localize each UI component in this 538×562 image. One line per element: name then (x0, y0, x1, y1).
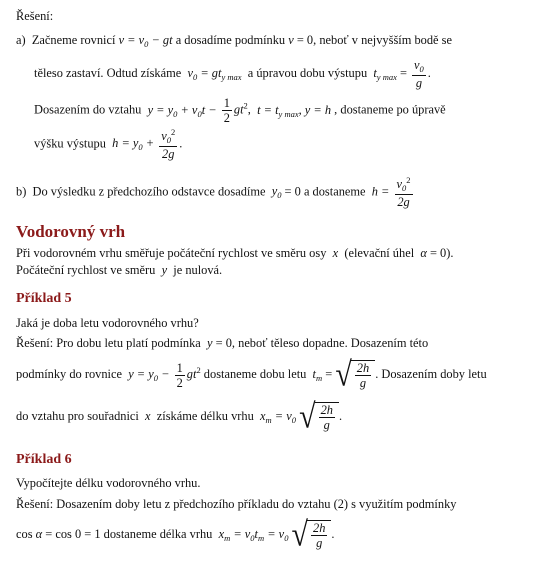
text: , neboť v nejvyšším bodě se (313, 33, 452, 47)
example-5-title: Příklad 5 (16, 291, 72, 306)
sqrt: √ $\frac{2h}{g}$ (299, 402, 339, 433)
part-a-line-1: a) Začneme rovnicí $v = v_0$ − gt a dosadíme podmínku v = 0, neboť v nejvyšším bodě se (16, 33, 452, 49)
text: Dosazením do vztahu (34, 102, 142, 117)
example-6-title: Příklad 6 (16, 452, 72, 467)
part-a-line-3: Dosazením do vztahu $y = y_0 + v_0t$ − $\frac{1}{2}$ $gt^2$, $t = t_{y max}$, y = h , dostaneme po úpravě (34, 96, 446, 126)
example-5-question: Jaká je doba letu vodorovného vrhu? (16, 316, 199, 330)
section-text-1: Při vodorovném vrhu směřuje počáteční rychlost ve směru osy x (elevační úhel α = 0). (16, 246, 454, 260)
example-6-line-2: cos α = cos 0 = 1 dostaneme délka vrhu $x_m = v_0t_m = v_0$ √ $\frac{2h}{g}$ . (16, 515, 335, 554)
part-b-line: b) Do výsledku z předchozího odstavce dosadíme $y_0 = 0$ a dostaneme h = $\frac{v_0^2}{2g}$ (16, 175, 411, 209)
text: Začneme rovnicí (31, 33, 116, 47)
fraction: $\frac{1}{2}$ (176, 360, 183, 390)
text: těleso zastaví. Odtud získáme (34, 65, 182, 80)
text: a dosadíme podmínku (175, 33, 286, 47)
text: a dostaneme (303, 184, 366, 199)
fraction: $\frac{v_0^2}{2g}$ (396, 175, 411, 209)
part-b-label: b) (16, 184, 27, 199)
fraction: $\frac{1}{2}$ (223, 96, 230, 126)
fraction: $\frac{v_0}{g}$ (414, 58, 424, 90)
text: a úpravou dobu výstupu (247, 65, 368, 80)
sqrt: √ $\frac{2h}{g}$ (335, 360, 375, 391)
equation: $v = v_0$ − gt (118, 33, 173, 49)
example-5-line-2: podmínky do rovnice $y = y_0$ − $\frac{1}{2}$ $gt^2$ dostaneme dobu letu $t_m$ = √ $\frac{2h}{g}$ . Dosazením doby letu (16, 355, 487, 394)
part-a-line-4: výšku výstupu $h = y_0$ + $\frac{v_0^2}{2g}$ . (34, 127, 183, 161)
fraction: $\frac{v_0^2}{2g}$ (161, 127, 176, 161)
text: výšku výstupu (34, 136, 106, 151)
sqrt: √ $\frac{2h}{g}$ (292, 520, 332, 551)
example-6-question: Vypočítejte délku vodorovného vrhu. (16, 476, 201, 490)
example-5-line-3: do vztahu pro souřadnici x získáme délku vrhu $x_m = v_0$ √ $\frac{2h}{g}$ . (16, 397, 343, 436)
section-text-2: Počáteční rychlost ve směru y je nulová. (16, 263, 223, 277)
part-a-line-2: těleso zastaví. Odtud získáme $v_0 = gt_{y max}$ a úpravou dobu výstupu $t_{y max}$ = $\frac{v_0}{g}$ . (34, 58, 431, 90)
example-6-line-1: Řešení: Dosazením doby letu z předchozího příkladu do vztahu (2) s využitím podmínky (16, 497, 457, 511)
equation: $v_0 = gt_{y max}$ (184, 65, 242, 82)
text: Do výsledku z předchozího odstavce dosadíme (32, 184, 266, 199)
section-title: Vodorovný vrh (16, 222, 126, 241)
reseni-heading: Řešení: (16, 9, 54, 23)
equation: $y = y_0 + v_0t$ − (144, 102, 217, 119)
part-a-label: a) (16, 33, 26, 47)
equation: v (288, 33, 294, 47)
example-5-line-1: Řešení: Pro dobu letu platí podmínka y = 0, neboť těleso dopadne. Dosazením této (16, 336, 429, 350)
text: , dostaneme po úpravě (334, 102, 446, 117)
